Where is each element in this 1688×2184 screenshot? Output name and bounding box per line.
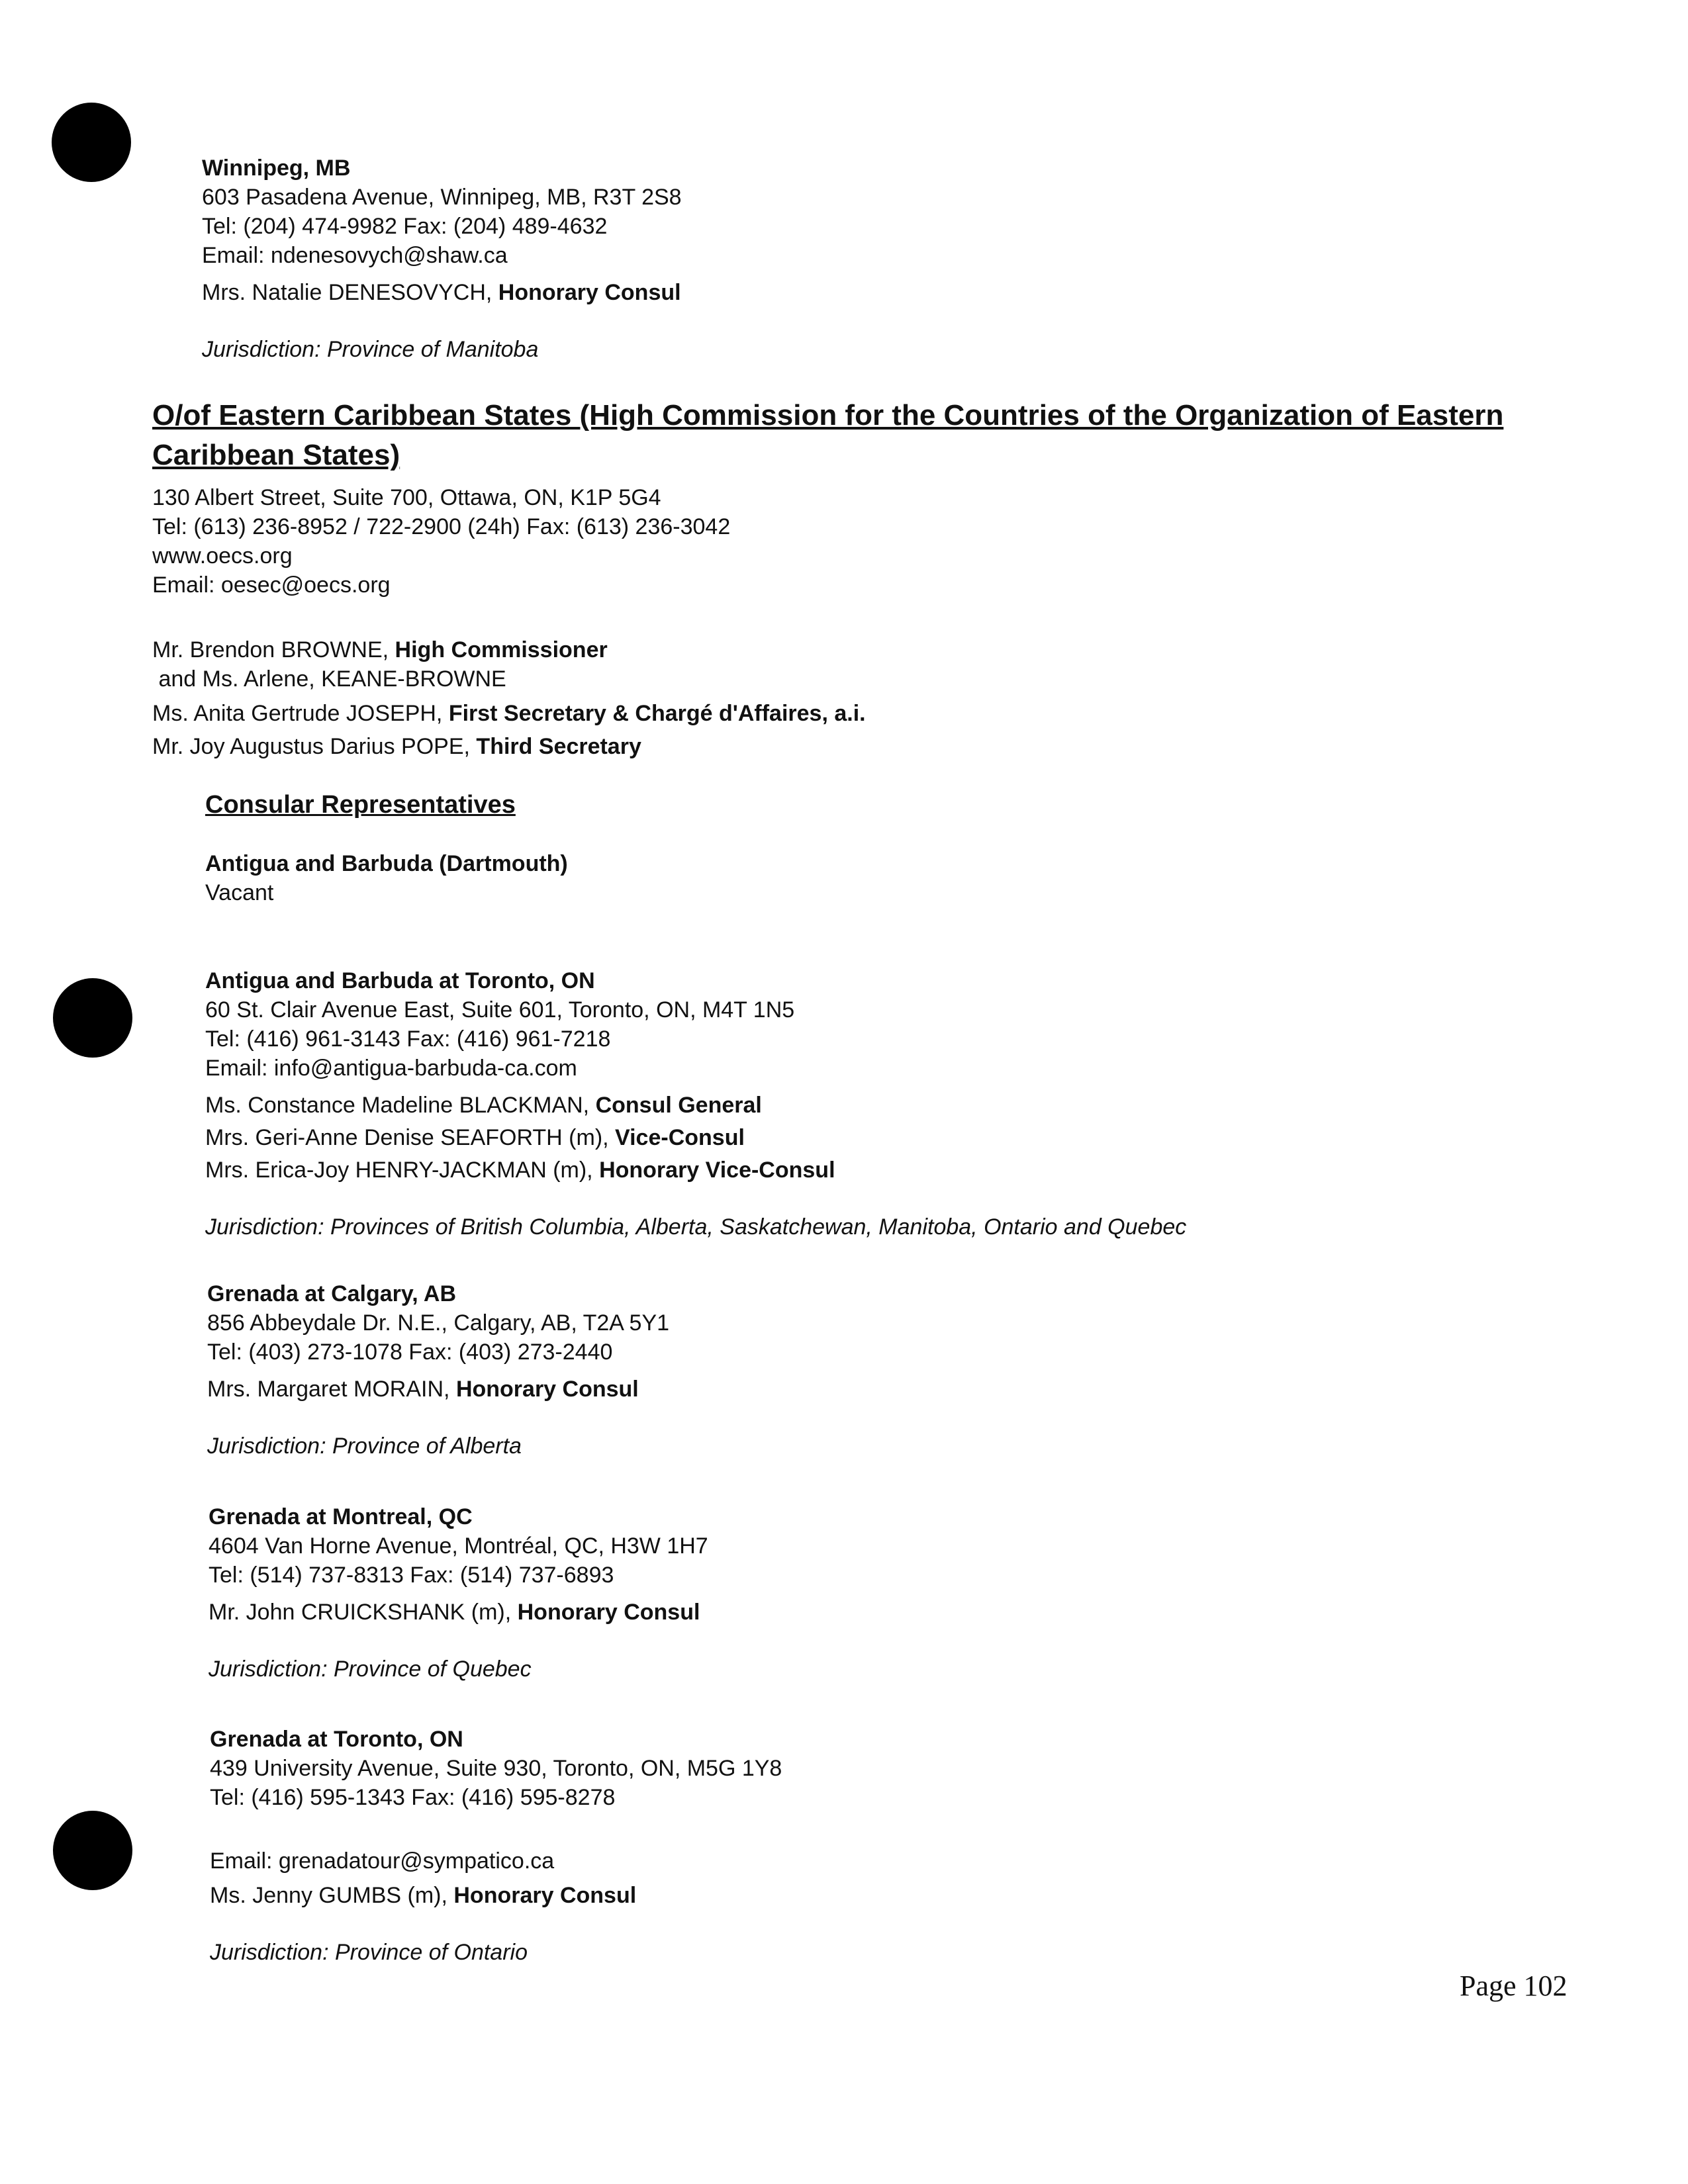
jurisdiction	[210, 1938, 782, 1967]
rep-title: Honorary Consul	[498, 280, 681, 305]
punch-hole	[53, 978, 132, 1058]
office-title: Winnipeg, MB	[202, 156, 351, 181]
staff-title: High Commissioner	[395, 637, 608, 662]
office-email: Email: grenadatour@sympatico.ca	[210, 1848, 555, 1874]
rep-name: Mrs. Erica-Joy HENRY-JACKMAN (m),	[205, 1158, 600, 1183]
jurisdiction-value: Province of Ontario	[334, 1940, 528, 1965]
staff-member	[152, 699, 866, 728]
office-email: Email: ndenesovych@shaw.ca	[202, 243, 508, 268]
office-title: Grenada at Toronto, ON	[210, 1727, 463, 1752]
jurisdiction	[209, 1655, 708, 1684]
office-address: 439 University Avenue, Suite 930, Toronto, ON, M5G 1Y8	[210, 1756, 782, 1781]
rep-name: Ms. Jenny GUMBS (m),	[210, 1883, 454, 1908]
jurisdiction	[207, 1432, 669, 1461]
staff-member	[152, 664, 866, 694]
representative	[209, 1598, 708, 1627]
jurisdiction-label: Jurisdiction:	[202, 337, 327, 362]
jurisdiction-value: Province of Alberta	[332, 1433, 522, 1459]
punch-hole	[52, 103, 131, 182]
staff-title: First Secretary & Chargé d'Affaires, a.i.	[448, 701, 866, 726]
office-title: Grenada at Montreal, QC	[209, 1504, 473, 1529]
office-email: Email: info@antigua-barbuda-ca.com	[205, 1056, 577, 1081]
office-phone: Tel: (403) 273-1078 Fax: (403) 273-2440	[207, 1340, 613, 1365]
office-website: www.oecs.org	[152, 543, 293, 569]
rep-name: Mrs. Margaret MORAIN,	[207, 1377, 456, 1402]
office-address: 4604 Van Horne Avenue, Montréal, QC, H3W 1H7	[209, 1533, 708, 1559]
staff-title: Third Secretary	[476, 734, 641, 759]
consular-heading	[205, 789, 516, 821]
page-number: Page 102	[1460, 1970, 1568, 2002]
office-title: Antigua and Barbuda at Toronto, ON	[205, 968, 595, 993]
antigua-dartmouth-section	[205, 849, 568, 907]
heading-line: Caribbean States)	[152, 439, 400, 471]
office-address: 603 Pasadena Avenue, Winnipeg, MB, R3T 2S8	[202, 185, 682, 210]
oecs-heading	[152, 396, 1503, 475]
staff-name: and Ms. Arlene, KEANE-BROWNE	[152, 666, 506, 692]
rep-title: Honorary Vice-Consul	[599, 1158, 835, 1183]
rep-title: Honorary Consul	[455, 1377, 639, 1402]
office-title: Antigua and Barbuda (Dartmouth)	[205, 851, 568, 876]
jurisdiction-value: Province of Manitoba	[326, 337, 539, 362]
rep-name: Ms. Constance Madeline BLACKMAN,	[205, 1093, 596, 1118]
rep-title: Honorary Consul	[453, 1883, 637, 1908]
jurisdiction-label: Jurisdiction:	[209, 1657, 334, 1682]
winnipeg-section	[202, 154, 682, 364]
office-status: Vacant	[205, 880, 274, 905]
rep-name: Mr. John CRUICKSHANK (m),	[209, 1600, 518, 1625]
office-email: Email: oesec@oecs.org	[152, 572, 391, 598]
jurisdiction-value: Provinces of British Columbia, Alberta, Saskatchewan, Manitoba, Ontario and Quebec	[330, 1214, 1187, 1240]
staff-name: Mr. Joy Augustus Darius POPE,	[152, 734, 477, 759]
jurisdiction-value: Province of Quebec	[333, 1657, 532, 1682]
jurisdiction-label: Jurisdiction:	[205, 1214, 330, 1240]
office-phone: Tel: (416) 961-3143 Fax: (416) 961-7218	[205, 1026, 611, 1052]
grenada-calgary-section	[207, 1279, 669, 1461]
representative	[205, 1156, 1186, 1185]
office-title: Grenada at Calgary, AB	[207, 1281, 457, 1306]
representative	[205, 1123, 1186, 1152]
oecs-contact	[152, 483, 730, 600]
representative	[202, 278, 682, 307]
office-address: 130 Albert Street, Suite 700, Ottawa, ON, K1P 5G4	[152, 485, 661, 510]
representative	[207, 1375, 669, 1404]
heading-line: O/of Eastern Caribbean States (High Commission for the Countries of the Organization of Eastern	[152, 399, 1504, 432]
rep-title: Vice-Consul	[615, 1125, 745, 1150]
jurisdiction-label: Jurisdiction:	[207, 1433, 332, 1459]
staff-member	[152, 635, 866, 664]
section-heading: Consular Representatives	[205, 791, 516, 819]
jurisdiction	[205, 1212, 1186, 1242]
grenada-montreal-section	[209, 1502, 708, 1684]
staff-member	[152, 732, 866, 761]
grenada-toronto-section	[210, 1725, 782, 1967]
antigua-toronto-section	[205, 966, 1186, 1242]
rep-title: Consul General	[595, 1093, 762, 1118]
representative	[205, 1091, 1186, 1120]
staff-name: Ms. Anita Gertrude JOSEPH,	[152, 701, 449, 726]
office-phone: Tel: (204) 474-9982 Fax: (204) 489-4632	[202, 214, 608, 239]
jurisdiction	[202, 335, 682, 364]
office-address: 856 Abbeydale Dr. N.E., Calgary, AB, T2A 5Y1	[207, 1310, 670, 1336]
representative	[210, 1881, 782, 1910]
office-phone: Tel: (514) 737-8313 Fax: (514) 737-6893	[209, 1563, 614, 1588]
office-phone: Tel: (613) 236-8952 / 722-2900 (24h) Fax: (613) 236-3042	[152, 514, 731, 539]
office-address: 60 St. Clair Avenue East, Suite 601, Toronto, ON, M4T 1N5	[205, 997, 795, 1023]
oecs-staff	[152, 635, 866, 761]
punch-hole	[53, 1811, 132, 1890]
rep-title: Honorary Consul	[517, 1600, 700, 1625]
rep-name: Mrs. Natalie DENESOVYCH,	[202, 280, 498, 305]
office-phone: Tel: (416) 595-1343 Fax: (416) 595-8278	[210, 1785, 616, 1810]
jurisdiction-label: Jurisdiction:	[210, 1940, 335, 1965]
staff-name: Mr. Brendon BROWNE,	[152, 637, 395, 662]
rep-name: Mrs. Geri-Anne Denise SEAFORTH (m),	[205, 1125, 616, 1150]
